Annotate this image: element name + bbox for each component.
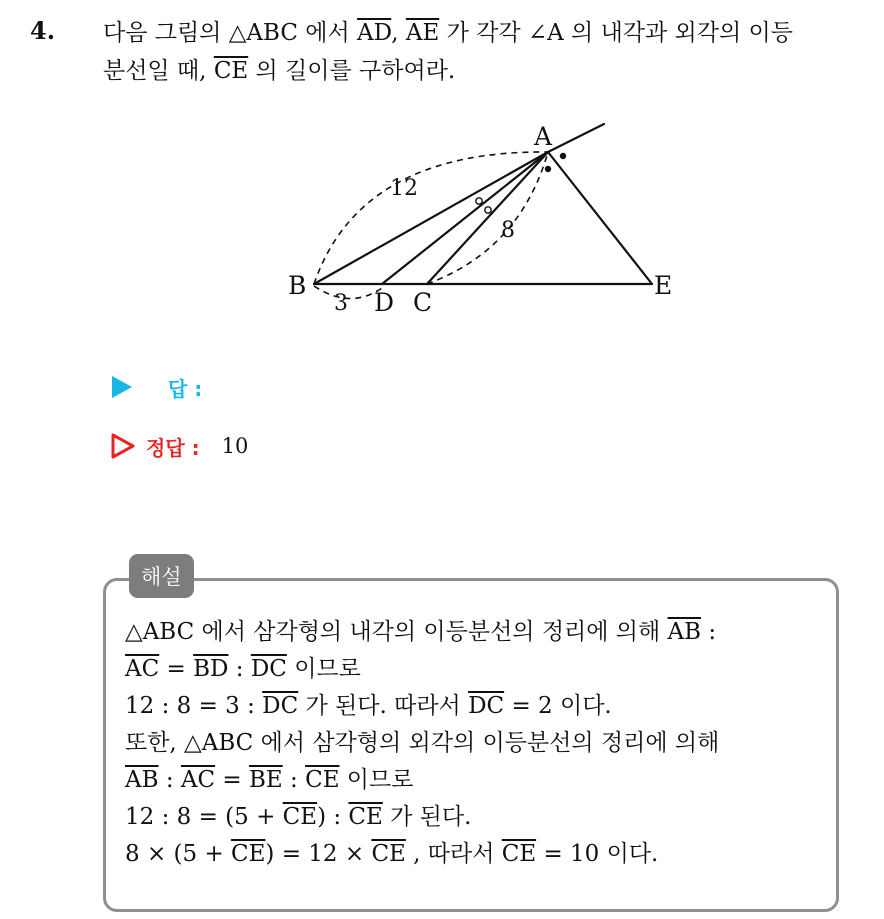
angle-mark-exterior-2: [545, 166, 551, 172]
solution-tag: 해설: [129, 554, 194, 598]
solution-line: [125, 799, 719, 836]
point-label-d: D: [374, 288, 395, 317]
text-run: 의 길이를 구하여라.: [248, 58, 456, 84]
text-run: 이므로: [339, 767, 414, 793]
segment-notation: $\overline{CE}$: [501, 841, 537, 867]
segment-a-c: [427, 152, 548, 284]
length-label-ac: 8: [501, 218, 515, 243]
text-run: = 10 이다.: [536, 841, 659, 867]
solution-line: [125, 836, 719, 873]
segment-notation: $\overline{CE}$: [282, 804, 318, 830]
text-run: 12 : 8 = 3 :: [125, 693, 263, 719]
solution-line: [125, 614, 719, 651]
answer-label: 답 :: [168, 376, 203, 401]
segment-notation: $\overline{CE}$: [371, 841, 406, 867]
correct-answer-label: 정답 :: [146, 435, 200, 460]
solution-line: [125, 688, 719, 725]
text-run: 8 × (5 +: [125, 841, 232, 867]
text-run: ) = 12 ×: [265, 841, 372, 867]
segment-notation: $\overline{CE}$: [231, 841, 266, 867]
segment-notation: $\overline{CE}$: [348, 804, 383, 830]
answer-row: [110, 370, 202, 404]
solution-line: [125, 725, 719, 762]
length-label-ab: 12: [390, 176, 418, 201]
text-run: 분선일 때,: [103, 58, 214, 84]
point-label-b: B: [288, 271, 307, 300]
segment-notation: $\overline{DC}$: [250, 656, 287, 682]
segment-notation: $\overline{DC}$: [262, 693, 299, 719]
correct-answer-value: 10: [221, 434, 249, 458]
angle-mark-interior-2: [485, 207, 491, 213]
segment-notation: $\overline{AB}$: [667, 619, 702, 645]
problem-number: 4.: [30, 16, 56, 45]
solution-text: [125, 614, 719, 873]
segment-a-d: [382, 152, 548, 284]
point-label-e: E: [654, 271, 673, 300]
text-run: :: [158, 767, 181, 793]
text-run: =: [215, 767, 250, 793]
angle-mark-exterior-1: [560, 153, 566, 159]
correct-answer-row: [110, 429, 248, 463]
text-run: = 2 이다.: [504, 693, 612, 719]
text-run: :: [282, 767, 306, 793]
arc-bd: [314, 286, 382, 299]
text-run: 12 : 8 = (5 +: [125, 804, 283, 830]
solution-line: [125, 762, 719, 799]
text-run: 이므로: [286, 656, 361, 682]
segment-notation: $\overline{DC}$: [468, 693, 505, 719]
segment-notation: $\overline{BE}$: [249, 767, 283, 793]
play-outline-icon: [110, 432, 136, 460]
solution-line: [125, 651, 719, 688]
text-run: 또한, △ABC 에서 삼각형의 외각의 이등분선의 정리에 의해: [125, 730, 720, 756]
segment-notation: $\overline{BD}$: [193, 656, 229, 682]
play-icon: [110, 374, 134, 400]
point-label-a: A: [534, 122, 553, 151]
segment-notation: $\overline{AB}$: [125, 767, 159, 793]
point-label-c: C: [413, 288, 433, 317]
text-run: 가 된다. 따라서: [298, 693, 469, 719]
text-run: :: [228, 656, 251, 682]
text-run: :: [701, 619, 717, 645]
segment-notation: $\overline{AE}$: [405, 20, 440, 46]
text-run: =: [159, 656, 194, 682]
text-run: , 따라서: [405, 841, 502, 867]
text-run: 가 각각 ∠A 의 내각과 외각의 이등: [439, 20, 793, 46]
segment-notation: $\overline{CE}$: [213, 58, 249, 84]
angle-mark-interior-1: [476, 198, 482, 204]
exterior-extension: [548, 124, 604, 152]
text-run: △ABC 에서 삼각형의 내각의 이등분선의 정리에 의해: [125, 619, 668, 645]
text-run: ) :: [317, 804, 349, 830]
length-label-bd: 3: [334, 291, 348, 316]
text-run: 가 된다.: [382, 804, 472, 830]
segment-notation: $\overline{AD}$: [357, 20, 392, 46]
text-run: 다음 그림의 △ABC 에서: [103, 20, 357, 46]
segment-notation: $\overline{CE}$: [305, 767, 340, 793]
segment-notation: $\overline{AC}$: [125, 656, 160, 682]
segment-a-e: [548, 152, 652, 284]
text-run: ,: [391, 20, 406, 46]
segment-notation: $\overline{AC}$: [180, 767, 216, 793]
